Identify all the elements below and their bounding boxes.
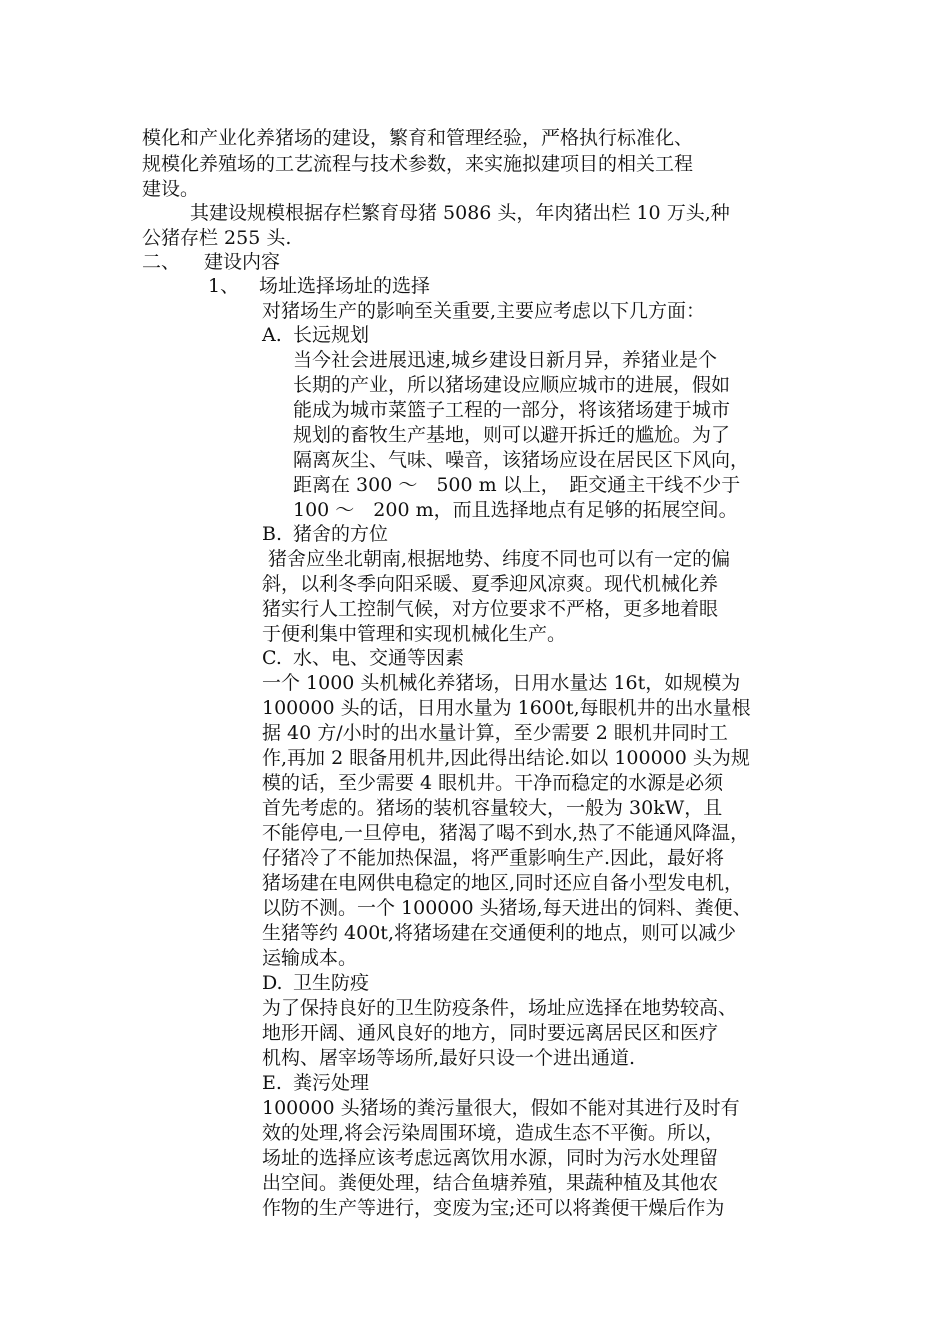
- paragraph-line: 据 40 方/小时的出水量计算，至少需要 2 眼机井同时工: [262, 722, 728, 744]
- paragraph-line: 一个 1000 头机械化养猪场，日用水量达 16t，如规模为: [262, 672, 741, 694]
- subsection-label: B.: [262, 523, 283, 545]
- paragraph-line: 猪场建在电网供电稳定的地区,同时还应自备小型发电机，: [262, 872, 744, 894]
- paragraph-line: 首先考虑的。猪场的装机容量较大，一般为 30kW，且: [262, 797, 723, 819]
- item-number: 1、: [208, 275, 240, 297]
- paragraph-line: 出空间。粪便处理，结合鱼塘养殖，果蔬种植及其他农: [262, 1172, 719, 1194]
- subsection-label: E.: [262, 1072, 282, 1094]
- item-intro: 对猪场生产的影响至关重要,主要应考虑以下几方面：: [262, 300, 706, 322]
- paragraph-line: 猪实行人工控制气候，对方位要求不严格，更多地着眼: [262, 598, 719, 620]
- paragraph-line: 生猪等约 400t,将猪场建在交通便利的地点，则可以减少: [262, 922, 736, 944]
- paragraph-line: 长期的产业，所以猪场建设应顺应城市的进展，假如: [293, 374, 731, 396]
- scale-line: 公猪存栏 255 头.: [142, 227, 292, 249]
- paragraph-line: 于便利集中管理和实现机械化生产。: [262, 623, 567, 645]
- section-number: 二、: [142, 251, 181, 273]
- paragraph-line: 100000 头的话，日用水量为 1600t,每眼机井的出水量根: [262, 697, 751, 719]
- paragraph-line: 模的话，至少需要 4 眼机井。干净而稳定的水源是必须: [262, 772, 724, 794]
- paragraph-line: 100000 头猪场的粪污量很大，假如不能对其进行及时有: [262, 1097, 740, 1119]
- paragraph-line: 不能停电,一旦停电，猪渴了喝不到水,热了不能通风降温，: [262, 822, 750, 844]
- paragraph-line: 100 ～ 200 m，而且选择地点有足够的拓展空间。: [293, 499, 738, 521]
- subsection-title: 水、电、交通等因素: [293, 647, 465, 669]
- paragraph-line: 作物的生产等进行，变废为宝;还可以将粪便干燥后作为: [262, 1197, 725, 1219]
- paragraph-line: 隔离灰尘、气味、噪音，该猪场应设在居民区下风向，: [293, 449, 750, 471]
- paragraph-line: 规划的畜牧生产基地，则可以避开拆迁的尴尬。为了: [293, 424, 731, 446]
- paragraph-line: 猪舍应坐北朝南,根据地势、纬度不同也可以有一定的偏: [262, 548, 731, 570]
- subsection-title: 粪污处理: [293, 1072, 370, 1094]
- section-title: 建设内容: [204, 251, 281, 273]
- paragraph-line: 作,再加 2 眼备用机井,因此得出结论.如以 100000 头为规: [262, 747, 750, 769]
- paragraph-line: 运输成本。: [262, 947, 358, 969]
- paragraph-line: 机构、屠宰场等场所,最好只设一个进出通道.: [262, 1047, 636, 1069]
- subsection-label: C.: [262, 647, 282, 669]
- subsection-label: A.: [262, 324, 282, 346]
- scale-line: 其建设规模根据存栏繁育母猪 5086 头，年肉猪出栏 10 万头,种: [190, 202, 730, 224]
- paragraph-line: 仔猪冷了不能加热保温，将严重影响生产.因此，最好将: [262, 847, 725, 869]
- subsection-title: 卫生防疫: [293, 972, 370, 994]
- item-title: 场址选择场址的选择: [259, 275, 431, 297]
- subsection-title: 长远规划: [293, 324, 370, 346]
- paragraph-line: 距离在 300 ～ 500 m 以上， 距交通主干线不少于: [293, 474, 741, 496]
- paragraph-line: 以防不测。一个 100000 头猪场,每天进出的饲料、粪便、: [262, 897, 752, 919]
- intro-line: 规模化养殖场的工艺流程与技术参数，来实施拟建项目的相关工程: [142, 153, 694, 175]
- intro-line: 建设。: [142, 178, 200, 200]
- paragraph-line: 斜，以利冬季向阳采暖、夏季迎风凉爽。现代机械化养: [262, 573, 719, 595]
- paragraph-line: 为了保持良好的卫生防疫条件，场址应选择在地势较高、: [262, 997, 738, 1019]
- paragraph-line: 能成为城市菜篮子工程的一部分，将该猪场建于城市: [293, 399, 731, 421]
- subsection-title: 猪舍的方位: [293, 523, 389, 545]
- paragraph-line: 当今社会进展迅速,城乡建设日新月异，养猪业是个: [293, 349, 718, 371]
- paragraph-line: 地形开阔、通风良好的地方，同时要远离居民区和医疗: [262, 1022, 719, 1044]
- paragraph-line: 场址的选择应该考虑远离饮用水源，同时为污水处理留: [262, 1147, 719, 1169]
- subsection-label: D.: [262, 972, 283, 994]
- paragraph-line: 效的处理,将会污染周围环境，造成生态不平衡。所以，: [262, 1122, 725, 1144]
- intro-line: 模化和产业化养猪场的建设，繁育和管理经验，严格执行标准化、: [142, 127, 694, 149]
